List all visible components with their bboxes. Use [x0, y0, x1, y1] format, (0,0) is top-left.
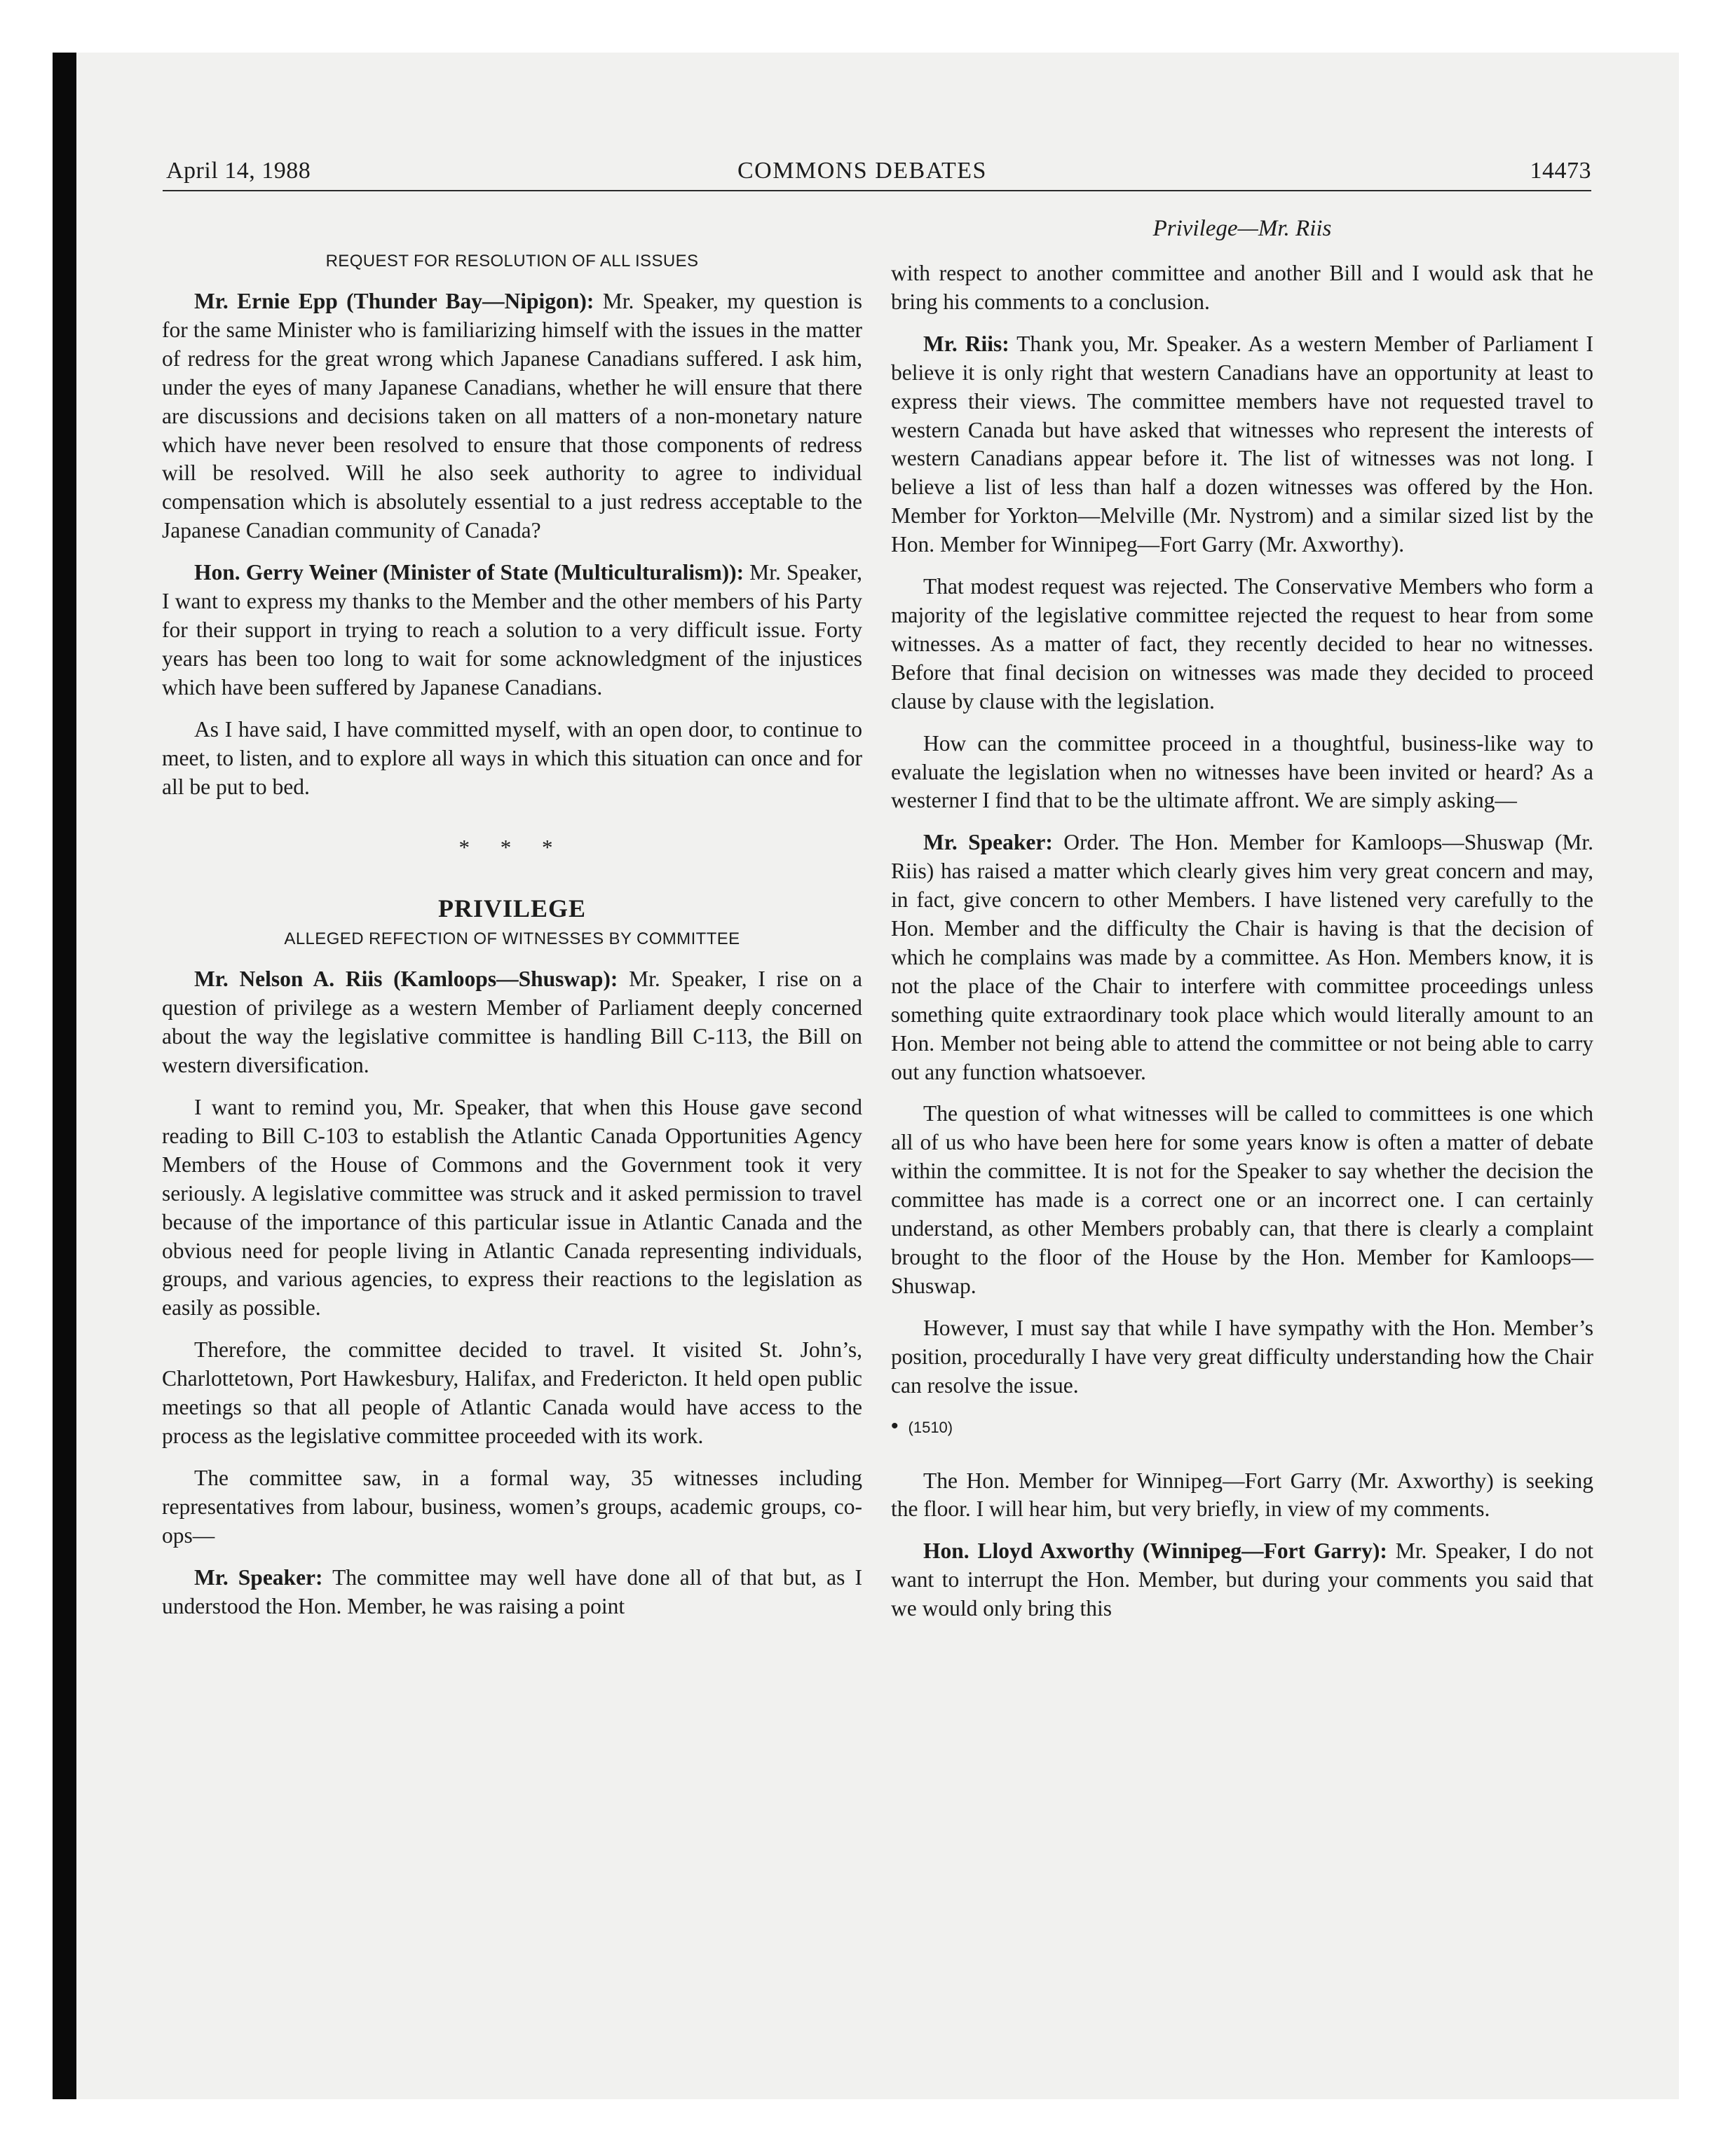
header-rule	[163, 190, 1591, 191]
speaker-name: Mr. Speaker:	[194, 1564, 323, 1590]
paragraph: with respect to another committee and another Bill and I would ask that he bring his comments to a conclusion.	[891, 261, 1593, 314]
speaker-name: Mr. Speaker:	[923, 830, 1053, 855]
paragraph	[891, 828, 1593, 1086]
paragraph	[162, 287, 862, 545]
speech-text: Mr. Speaker, I rise on a question of privilege as a western Member of Parliament deeply concerned about the way the legislative committee is handling Bill C-113, the Bill on western diversification.	[162, 967, 863, 1078]
speech-text: Mr. Speaker, I do not want to interrupt the Hon. Member, but during your comments you said that we would only bring this	[891, 1538, 1594, 1621]
paragraph	[891, 330, 1593, 559]
scan-edge-shadow	[53, 53, 76, 2099]
speech-text: Order. The Hon. Member for Kamloops—Shuswap (Mr. Riis) has raised a matter which clearly gives him very great concern and may, in fact, give concern to other Members. I have listened very carefully to the Hon. Member and the difficulty the Chair is having is that the decision of which he complains was made by a committee. As Hon. Members know, it is not the place of the Chair to interfere with committee proceedings unless something quite extraordinary took place which would literally amount to an Hon. Member not being able to attend the committee or not being able to carry out any function whatsoever.	[891, 830, 1593, 1084]
paragraph: That modest request was rejected. The Conservative Members who form a majority of the legislative committee rejected the request to hear from some witnesses. As a matter of fact, they recently decided to hear no witnesses. Before that final decision on witnesses was made they decided to proceed clause by clause with the legislation.	[891, 574, 1593, 714]
section-subheading: REQUEST FOR RESOLUTION OF ALL ISSUES	[325, 252, 699, 271]
paragraph: The Hon. Member for Winnipeg—Fort Garry (Mr. Axworthy) is seeking the floor. I will hear him, but very briefly, in view of my comments.	[891, 1468, 1593, 1522]
paragraph	[162, 1564, 862, 1621]
section-subheading: ALLEGED REFECTION OF WITNESSES BY COMMITTEE	[284, 929, 740, 949]
speaker-name: Mr. Riis:	[923, 331, 1009, 356]
left-column	[162, 250, 862, 1634]
right-column	[891, 259, 1593, 1637]
speaker-name: Mr. Ernie Epp (Thunder Bay—Nipigon):	[194, 289, 594, 313]
speech-text: Mr. Speaker, I want to express my thanks to the Member and the other members of his Party for their support in trying to reach a solution to a very difficult issue. Forty years has been too long to wait for some acknowledgment of the injustices which have been suffered by Japanese Canadians.	[162, 560, 863, 700]
header-publication-title: COMMONS DEBATES	[737, 158, 987, 184]
section-heading: PRIVILEGE	[437, 894, 587, 923]
running-head: Privilege—Mr. Riis	[1152, 216, 1332, 241]
section-separator: * * *	[458, 835, 566, 860]
speaker-name: Hon. Gerry Weiner (Minister of State (Multiculturalism)):	[194, 560, 744, 585]
paragraph	[162, 965, 862, 1080]
paragraph	[891, 1537, 1593, 1623]
time-stamp: (1510)	[908, 1418, 953, 1436]
header-date: April 14, 1988	[166, 158, 311, 184]
paragraph: Therefore, the committee decided to travel. It visited St. John’s, Charlottetown, Port Hawkesbury, Halifax, and Fredericton. It held open public meetings so that all people of Atlantic Canada would have access to the process as the legislative committee proceeded with its work.	[162, 1337, 862, 1448]
bullet-icon: •	[891, 1414, 899, 1438]
speech-text: The committee may well have done all of that but, as I understood the Hon. Member, he was raising a point	[162, 1564, 862, 1618]
header-page-number: 14473	[1530, 158, 1591, 184]
speech-text: Thank you, Mr. Speaker. As a western Member of Parliament I believe it is only right that western Canadians have an opportunity at least to express their views. The committee members have not requested travel to western Canada but have asked that witnesses who represent the interests of western Canadians appear before it. The list of witnesses was not long. I believe a list of less than half a dozen witnesses was offered by the Hon. Member for Yorkton—Melville (Mr. Nystrom) and a similar sized list by the Hon. Member for Winnipeg—Fort Garry (Mr. Axworthy).	[891, 331, 1594, 557]
speaker-name: Hon. Lloyd Axworthy (Winnipeg—Fort Garry):	[923, 1538, 1387, 1564]
speech-text: Mr. Speaker, my question is for the same Minister who is familiarizing himself with the issues in the matter of redress for the great wrong which Japanese Canadians suffered. I ask him, under the eyes of many Japanese Canadians, whether he will ensure that there are discussions and decisions taken on all matters of a non-monetary nature which have never been resolved to ensure that those components of redress will be resolved. Will he also seek authority to agree to individual compensation which is absolutely essential to a just redress acceptable to the Japanese Canadian community of Canada?	[162, 289, 863, 543]
paragraph: How can the committee proceed in a thoughtful, business-like way to evaluate the legislation when no witnesses have been invited or heard? As a westerner I find that to be the ultimate affront. We are simply asking—	[891, 730, 1593, 813]
paragraph: The question of what witnesses will be called to committees is one which all of us who have been here for some years know is often a matter of debate within the committee. It is not for the Speaker to say whether the decision the committee has made is a correct one or an incorrect one. I can certainly understand, as other Members probably can, that there is clearly a complaint brought to the floor of the House by the Hon. Member for Kamloops—Shuswap.	[891, 1101, 1593, 1298]
paragraph: I want to remind you, Mr. Speaker, that when this House gave second reading to Bill C-103 to establish the Atlantic Canada Opportunities Agency Members of the House of Commons and the Government took it very seriously. A legislative committee was struck and it asked permission to travel because of the importance of this particular issue in Atlantic Canada and the obvious need for people living in Atlantic Canada representing individuals, groups, and various agencies, to express their reactions to the legislation as easily as possible.	[162, 1095, 862, 1321]
paragraph	[162, 559, 862, 702]
time-marker	[891, 1414, 1593, 1440]
speaker-name: Mr. Nelson A. Riis (Kamloops—Shuswap):	[194, 967, 618, 992]
paragraph: The committee saw, in a formal way, 35 witnesses including representatives from labour, business, women’s groups, academic groups, co-ops—	[162, 1465, 862, 1548]
paragraph: However, I must say that while I have sympathy with the Hon. Member’s position, procedurally I have very great difficulty understanding how the Chair can resolve the issue.	[891, 1315, 1593, 1398]
paragraph: As I have said, I have committed myself, with an open door, to continue to meet, to listen, and to explore all ways in which this situation can once and for all be put to bed.	[162, 716, 862, 799]
